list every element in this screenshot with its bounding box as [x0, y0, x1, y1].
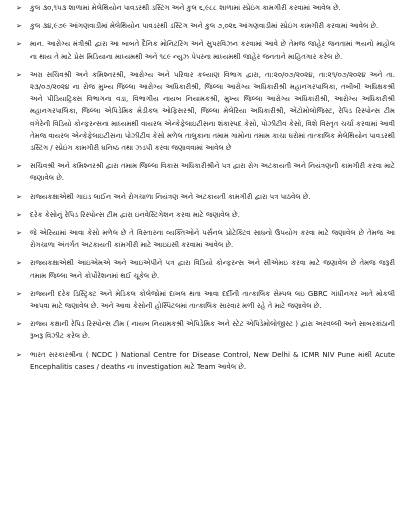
list-item	[14, 257, 395, 281]
arrow-bullet-icon: ➢	[16, 192, 22, 201]
list-item	[14, 191, 395, 203]
arrow-bullet-icon: ➢	[16, 40, 22, 49]
list-item	[14, 227, 395, 251]
arrow-bullet-icon: ➢	[16, 210, 22, 219]
arrow-bullet-icon: ➢	[16, 259, 22, 268]
list-item	[14, 160, 395, 184]
list-item-text: ભારત સરકારશ્રીના ( NCDC ) National Centre for Disease Control, New Delhi & ICMR NIV Pune માંથી Acute Encephalitis cases / deaths ના investigation માટે Team આવેલ છે.	[30, 350, 395, 371]
list-item-text: અગ્ર સચિવશ્રી અને કમિશ્નરશ્રી, આરોગ્ય અને પરિવાર કલ્યાણ વિભાગ દ્વારા, તા:૨૦/૦૭/૨૦૨૪, તા:૨૧/૦૭/૨૦૨૪ અને તા. ૨૩/૦૭/૨૦૨૪ ના રોજ મુખ્ય જિલ્લા આરોગ્ય અધિકારીશ્રી, જિલ્લા આરોગ્ય અધિકારીશ્રી મહાનગરપાલિકા, તબીબી અધિક્ષકશ્રી અને પીડિયાટ્રિક્સ વિભાગના વડા, વિભાગીય નાયબ નિયામકશ્રી, મુખ્ય જિલ્લા આરોગ્ય અધિકારીશ્રી, આરોગ્ય અધિકારીશ્રી મહાનગરપાલિકા, જિલ્લા એપિડેમિક મેડીકલ ઓફિસરશ્રી, જિલ્લા મેલેરિયા અધિકારીશ્રી, એંટોમોલોજિસ્ટ, રેપિડ રિસ્પોન્સ ટીમ વગેરેની વિડિયો કોન્ફરન્સના માધ્યમથી વાયરલ એન્કેફેલાઇટીસના શંકાસ્પદ કેસો, પોઝીટીવ કેસો, વિશે વિસ્તૃત ચર્ચા કરવામાં આવી તેમજ વાયરલ એન્કેફેલાઇટીસના પોઝીટીવ કેસો મળેલ તાલુકાના તમામ ગામોના તમામ કાચા ઘરોમાં તાત્કાલિક મેલેથિયોન પાવડરથી ડસ્ટિંગ / સ્પ્રેઇંગ કામગીરી ઘનિષ્ઠ તથા ઝડપી કરવા જણાવવામાં આવેલ છે	[30, 70, 395, 153]
arrow-bullet-icon: ➢	[16, 22, 22, 31]
arrow-bullet-icon: ➢	[16, 229, 22, 238]
arrow-bullet-icon: ➢	[16, 4, 22, 12]
arrow-bullet-icon: ➢	[16, 289, 22, 298]
list-item-text: કુલ ૩૦,૧૫૩ શાળામાં મેલેથિયોન પાવડરથી ડસ્ટિંગ અને કુલ ૬,૯૮૮ શાળામાં સ્પ્રેઇંગ કામગીરી કરવામાં આવેલ છે.	[30, 4, 341, 12]
list-item	[14, 209, 395, 221]
list-item-text: રાજ્યની દરેક ડિસ્ટ્રિક્ટ અને મેડિકલ કોલેજોમાં દાખલ થતા આવા દર્દીની તાત્કાલિક સેમ્પલ લઇ GBRC ગાંધીનગર ખાતે મોકલી આપવા માટે જણાવેલ છે. અને આવા કેસોની હોસ્પિટલમાં તાત્કાલિક સારવાર મળી રહે તે માટે જણાવેલ છે.	[30, 289, 395, 311]
bullet-list	[14, 2, 395, 373]
list-item-text: જે એરિયામાં આવા કેસો મળેલ છે તે વિસ્તારના વ્યક્તિઓને પર્સનલ પ્રોટેક્ટિવ સાધનો ઉપયોગ કરવા માટે જણાવેલ છે તેમજ આ રોગચાળા અંતર્ગત અટકાયતી કામગીરી માટે આઇઇસી કરવામાં આવેલ છે.	[30, 229, 395, 250]
list-item-text: કુલ ૩૪,૯૭૯ આંગણવાડીમાં મેલેથિયોન પાવડરથી ડસ્ટિંગ અને કુલ ૭,૦૨૬ આંગણવાડીમાં સ્પ્રેઇંગ કામગીરી કરવામાં આવેલ છે.	[30, 22, 379, 31]
list-item-text: રાજ્ય કક્ષાની રેપિડ રિસ્પોન્સ ટીમ ( નાયબ નિયામકશ્રી એપિડેમિક અને સ્ટેટ એપિડેમોલોજીસ્ટ ) દ્વારા અરવલ્લી અને સાબરકાંઠાની રૂબરૂ વિઝીટ કરેલ છે.	[30, 320, 395, 341]
list-item	[14, 288, 395, 312]
arrow-bullet-icon: ➢	[16, 320, 22, 329]
list-item	[14, 318, 395, 342]
list-item-text: માન. આરોગ્ય મંત્રીશ્રી દ્વારા આ બાબતે દૈનિક મોનિટરિંગ અને સુપરવિઝન કરવામાં આવે છે તેમજ જાહેર જનતામાં ભયનો માહોલ ના થાય તે માટે પ્રેસ મિડિયાના માધ્યમથી અને ૧૮૯ ન્યુઝ પેપરના માધ્યમથી જાહેર જનતાને માહિતગાર કરેલ છે.	[30, 40, 395, 61]
list-item	[14, 20, 395, 32]
arrow-bullet-icon: ➢	[16, 350, 22, 359]
list-item	[14, 69, 395, 154]
list-item	[14, 349, 395, 373]
list-item-text: રાજ્યકક્ષાએથી ગાઇડ લાઈન અને રોગચાળા નિયંત્રણ અને અટકાયતી કામગીરી દ્વારા પત્ર પાઠવેલ છે.	[30, 192, 311, 201]
list-item-text: દરેક કેસોનું રેપિડ રિસ્પોન્સ ટીમ દ્વારા ઇનવેસ્ટિગેશન કરવા માટે જણાવેલ છે.	[30, 210, 240, 219]
list-item	[14, 38, 395, 62]
list-item-text: સચિવશ્રી અને કમિશ્નરશ્રી દ્વારા તમામ જિલ્લા વિકાસ અધિકારીશ્રીને પત્ર દ્વારા રોગ અટકાયતી અને નિયંત્રણની કામગીરી કરવા માટે જણાવેલ છે.	[30, 162, 395, 183]
list-item	[14, 2, 395, 14]
list-item-text: રાજ્યકક્ષાએથી આઇએમએ અને આઇએપીને પત્ર દ્વારા વિડિયો કોન્ફરન્સ અને સીએમઇ કરવા માટે જણાવેલ છે તેમજ જરૂરી તમામ જિલ્લા અને કોર્પોરેશનમાં થઈ ચૂકેલ છે.	[30, 259, 395, 280]
arrow-bullet-icon: ➢	[16, 162, 22, 171]
arrow-bullet-icon: ➢	[16, 70, 22, 79]
